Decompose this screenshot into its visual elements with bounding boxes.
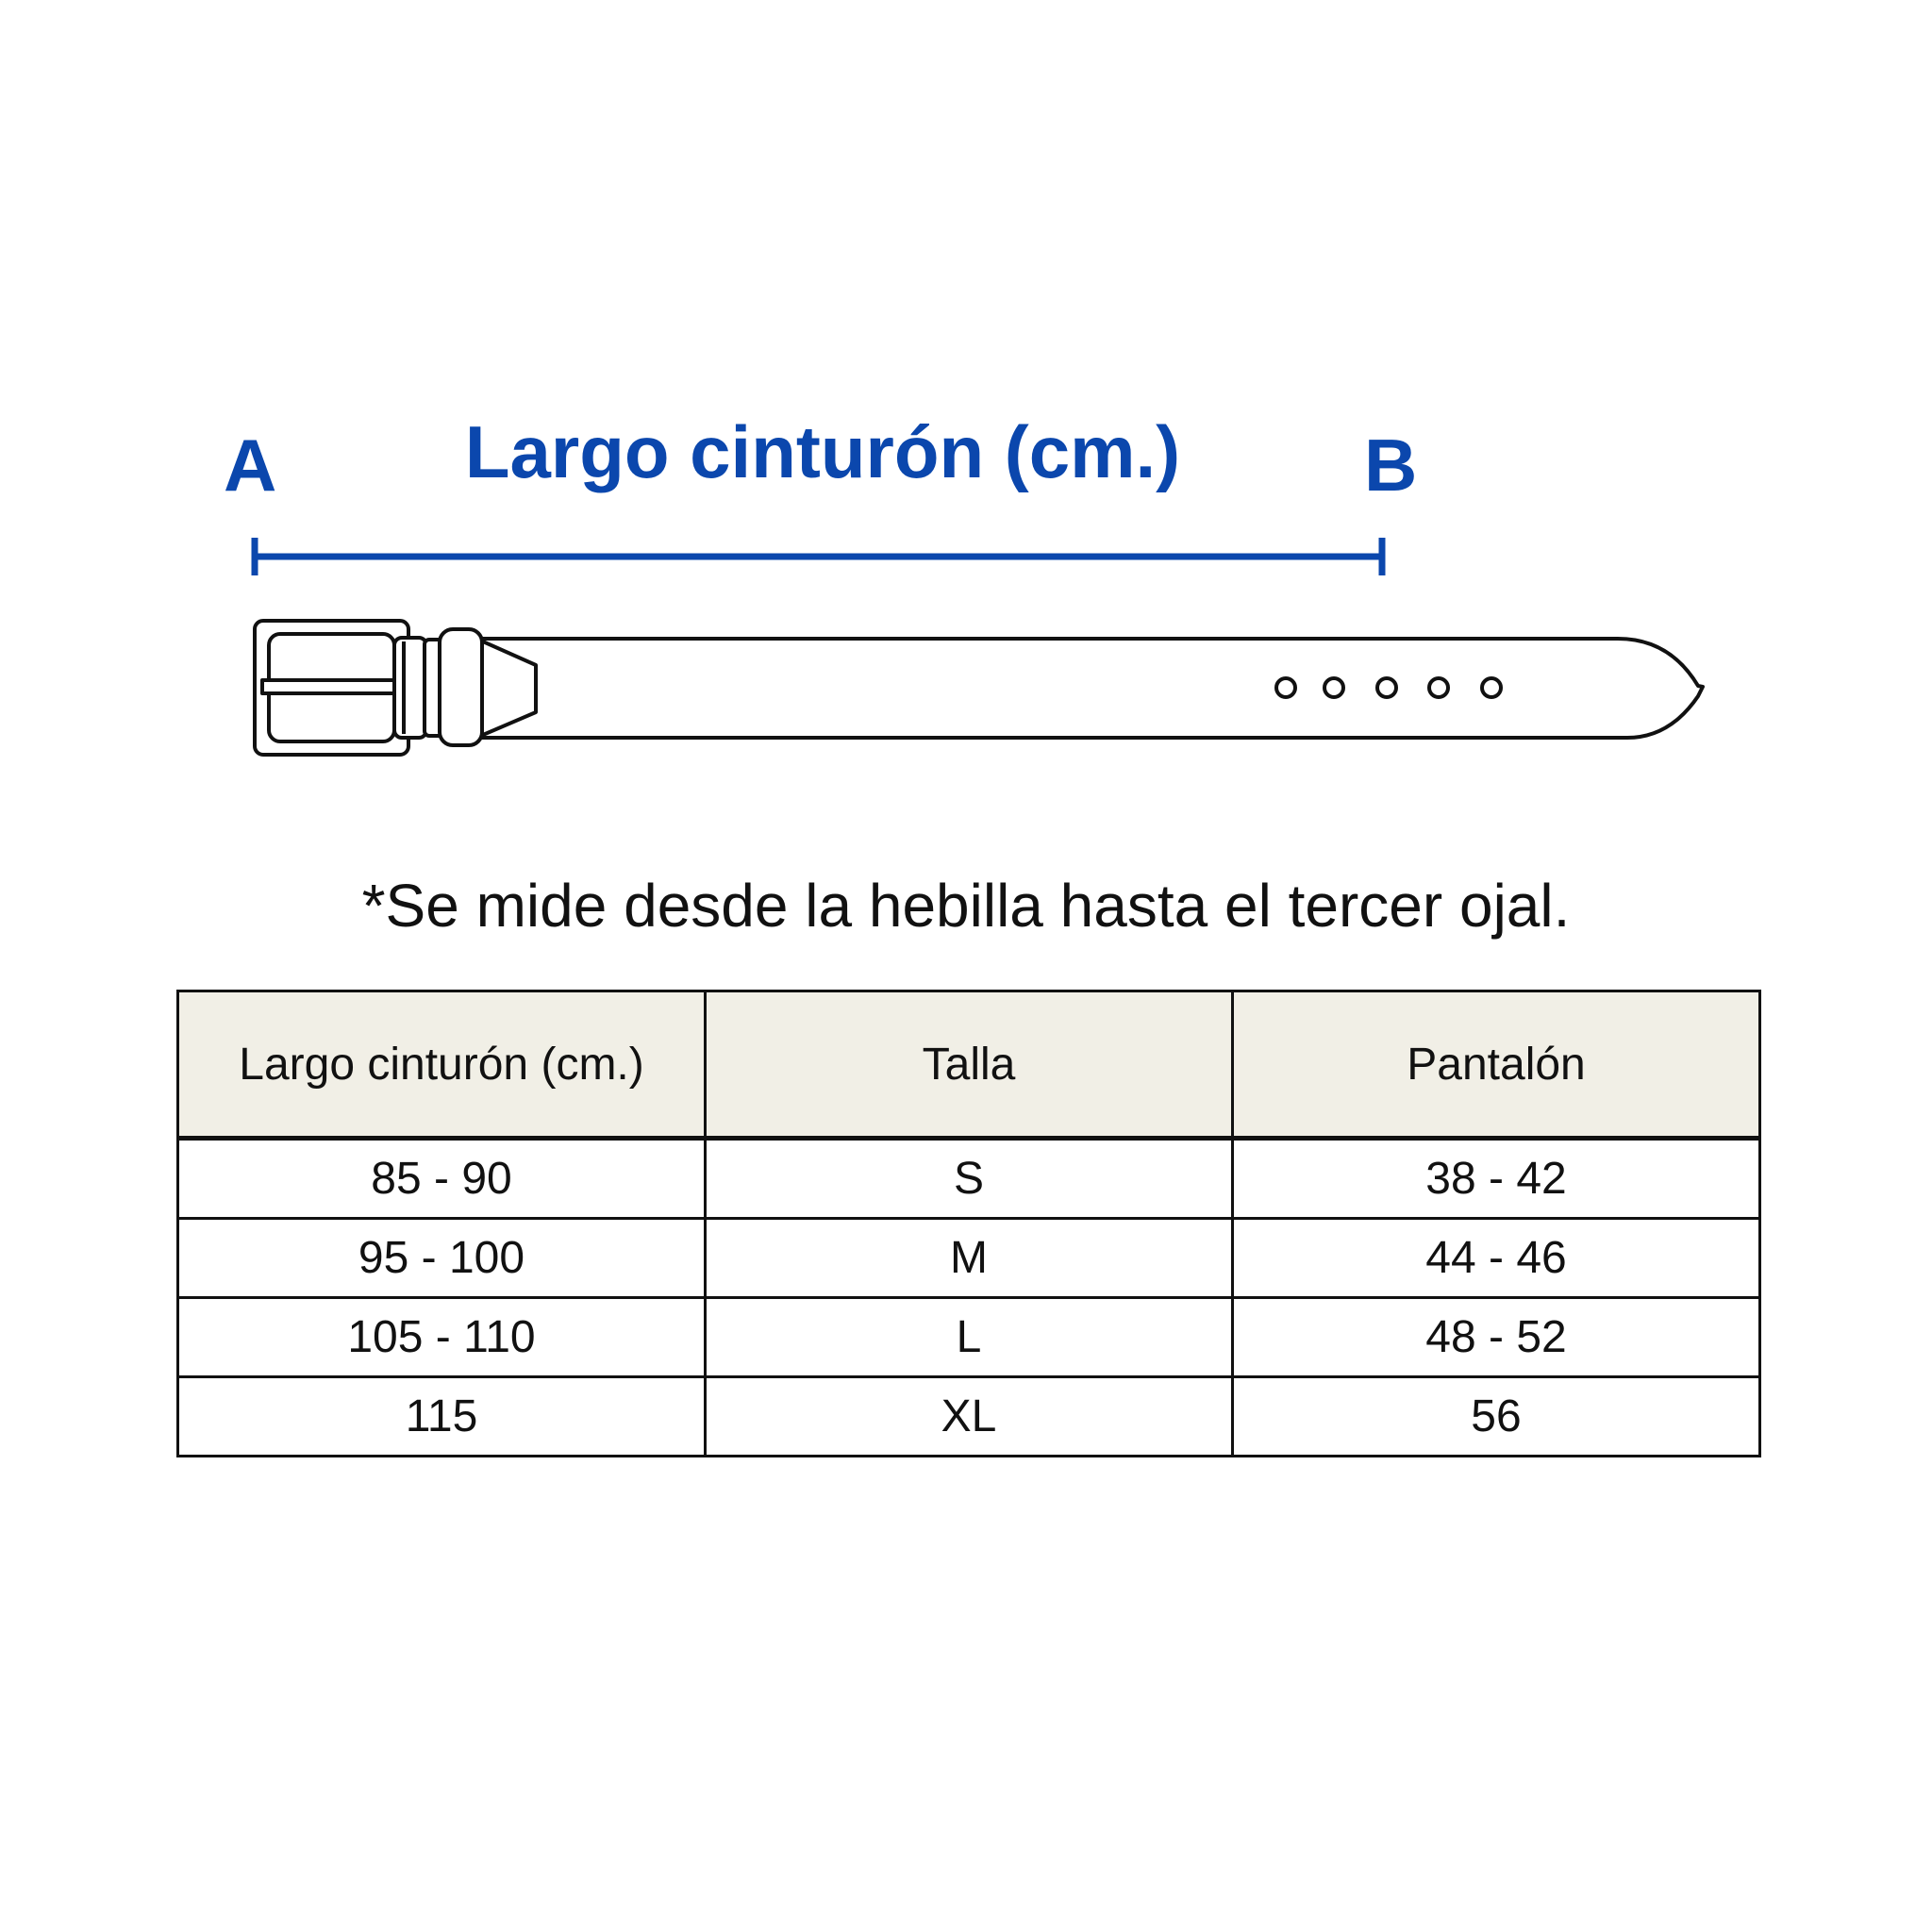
cell-size: M <box>706 1219 1233 1298</box>
measurement-line <box>255 538 1382 575</box>
cell-size: L <box>706 1298 1233 1377</box>
point-a-label: A <box>224 424 277 507</box>
header-belt-length: Largo cinturón (cm.) <box>178 991 706 1139</box>
cell-belt-length: 115 <box>178 1377 706 1457</box>
table-row <box>178 1219 1760 1298</box>
cell-belt-length: 85 - 90 <box>178 1139 706 1219</box>
table-header-row <box>178 991 1760 1139</box>
header-size: Talla <box>706 991 1233 1139</box>
diagram-title: Largo cinturón (cm.) <box>464 410 1181 493</box>
cell-size: S <box>706 1139 1233 1219</box>
belt-diagram <box>0 0 1932 849</box>
table-row <box>178 1298 1760 1377</box>
cell-trouser: 48 - 52 <box>1233 1298 1760 1377</box>
cell-trouser: 38 - 42 <box>1233 1139 1760 1219</box>
point-b-label: B <box>1364 424 1418 507</box>
table-row <box>178 1377 1760 1457</box>
table-row <box>178 1139 1760 1219</box>
size-table <box>176 990 1761 1457</box>
belt-icon <box>255 621 1703 755</box>
cell-trouser: 44 - 46 <box>1233 1219 1760 1298</box>
measurement-note: *Se mide desde la hebilla hasta el tercer ojal. <box>361 872 1571 940</box>
header-trouser: Pantalón <box>1233 991 1760 1139</box>
cell-belt-length: 105 - 110 <box>178 1298 706 1377</box>
cell-belt-length: 95 - 100 <box>178 1219 706 1298</box>
cell-trouser: 56 <box>1233 1377 1760 1457</box>
cell-size: XL <box>706 1377 1233 1457</box>
